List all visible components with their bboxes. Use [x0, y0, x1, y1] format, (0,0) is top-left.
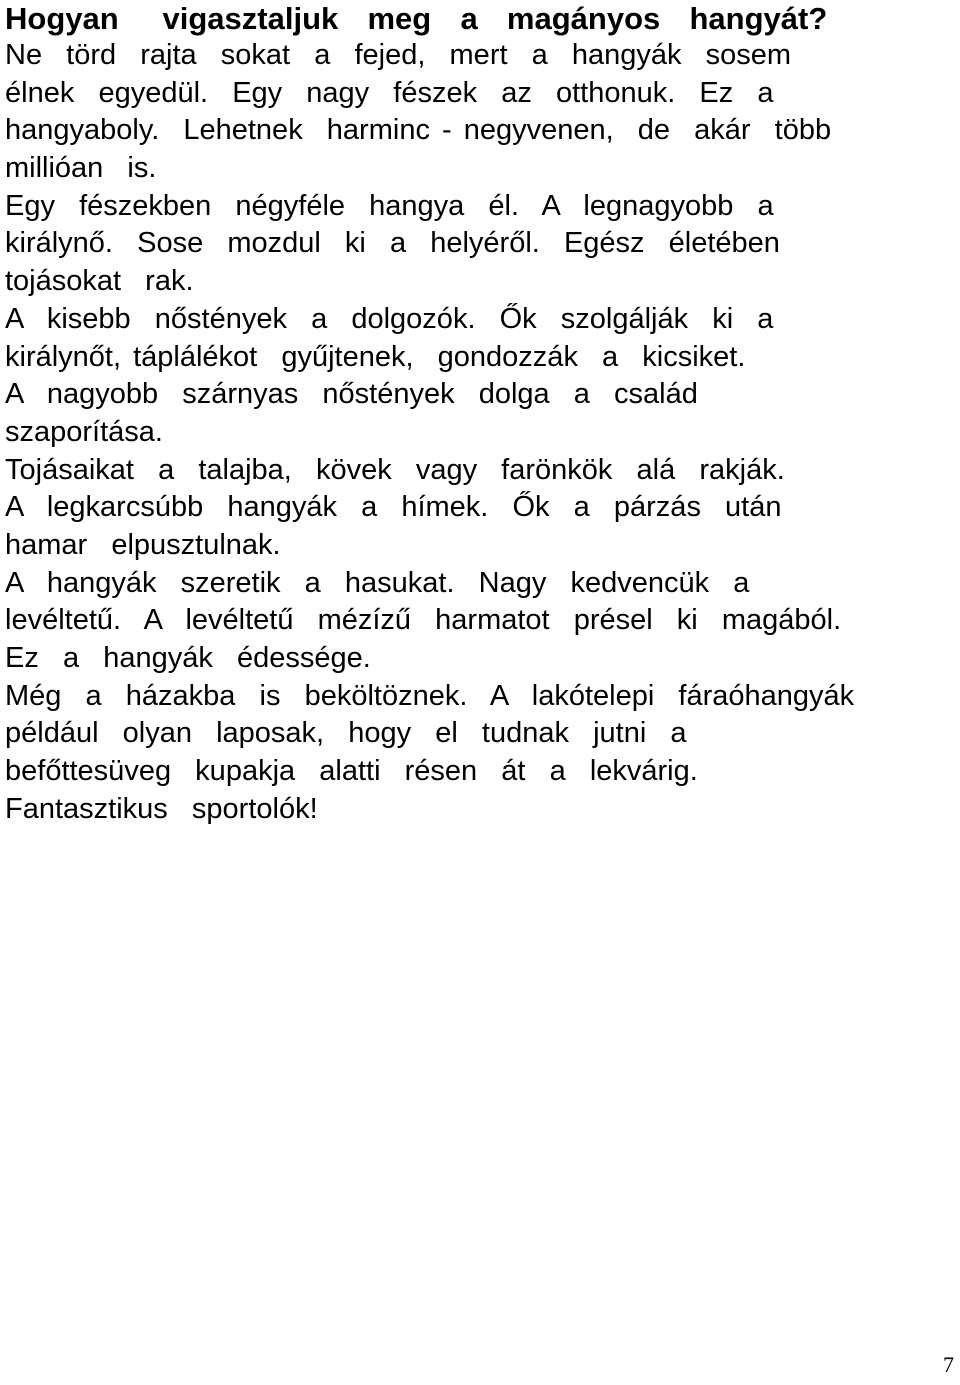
text-line: Fantasztikus sportolók! [5, 792, 318, 825]
text-line: szaporítása. [5, 415, 163, 448]
text-line: Ne törd rajta sokat a fejed, mert a hangyák sosem [5, 39, 792, 71]
text-line: millióan is. [5, 152, 157, 185]
text-line: Egy fészekben négyféle hangya él. A legnagyobb a [5, 189, 774, 222]
text-line: levéltetű. A levéltetű mézízű harmatot présel ki magából. [5, 604, 842, 637]
text-line: tojásokat rak. [5, 265, 194, 298]
text-line: befőttesüveg kupakja alatti résen át a lekvárig. [5, 755, 698, 788]
text-line: A kisebb nőstények a dolgozók. Ők szolgálják ki a [5, 302, 774, 335]
text-line: A nagyobb szárnyas nőstények dolga a család [5, 378, 698, 411]
text-line: királynő. Sose mozdul ki a helyéről. Egész életében [5, 227, 780, 260]
text-line: A hangyák szeretik a hasukat. Nagy kedvencük a [5, 566, 750, 599]
text-line: Még a házakba is beköltöznek. A lakótelepi fáraóhangyák [5, 679, 855, 712]
text-line: királynőt, táplálékot gyűjtenek, gondozzák a kicsiket. [5, 340, 746, 373]
page-number: 7 [943, 1352, 954, 1377]
document-body [5, 37, 955, 828]
text-line: hamar elpusztulnak. [5, 528, 281, 561]
text-line: Tojásaikat a talajba, kövek vagy farönkök alá rakják. [5, 453, 785, 486]
document-page [5, 0, 955, 828]
text-line: Ez a hangyák édessége. [5, 642, 371, 674]
document-title: Hogyan vigasztaljuk meg a magányos hangyát? [5, 1, 828, 36]
text-line: például olyan laposak, hogy el tudnak jutni a [5, 717, 687, 750]
text-line: hangyaboly. Lehetnek harminc - negyvenen, de akár több [5, 114, 832, 147]
text-line: A legkarcsúbb hangyák a hímek. Ők a párzás után [5, 491, 782, 524]
text-line: élnek egyedül. Egy nagy fészek az otthonuk. Ez a [5, 76, 774, 109]
